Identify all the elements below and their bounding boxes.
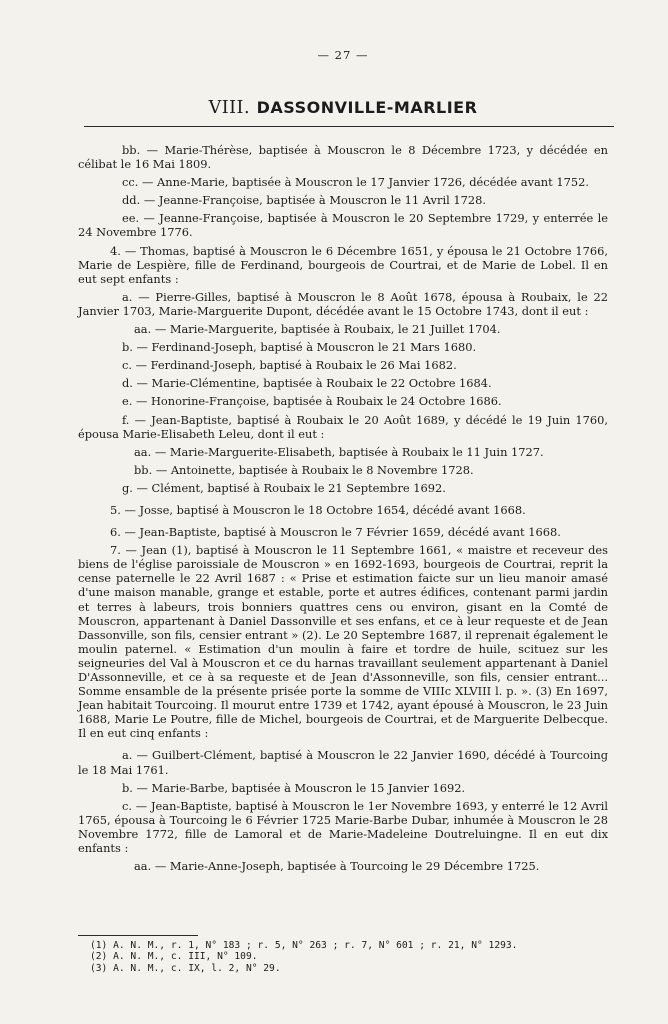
paragraph: b. — Ferdinand-Joseph, baptisé à Mouscron le 21 Mars 1680.: [122, 340, 477, 355]
footnote: (2) A. N. M., c. III, N° 109.: [90, 951, 258, 963]
title-divider: [84, 126, 614, 127]
page-number: — 27 —: [317, 48, 369, 62]
paragraph: 7. — Jean (1), baptisé à Mouscron le 11 Septembre 1661, « maistre et receveur des biens de l'église paroissiale de Mouscron » en 1692-1693, bourgeois de Courtrai, reprit la cense paternelle le 22 Avril 1687 : « Prise et estimation faicte sur un lieu manoir amasé d'une maison manable, grange et estable, porte et autres édifices, contenant parmi jardin et terres à labeurs, trois bonniers quattres cens ou environ, gisant en la Comté de Mouscron, appartenant à Daniel Dassonville et ses enfans, et ce à leur requeste et de Jean Dassonville, son fils, censier entrant » (2). Le 20 Septembre 1687, il reprenait également le moulin paternel. « Estimation d'un moulin à faire et tordre de huile, scituez sur les seigneuries del Val à Mouscron et ce du harnas travaillant seulement appartenant à Daniel D'Assonneville, et ce à sa requeste et de Jean d'Assonneville, son fils, censier entrant... Somme ensamble de la présente prisée porte la somme de VIIIc XLVIII l. p. ». (3) En 1697, Jean habitait Tourcoing. Il mourut entre 1739 et 1742, ayant épousé à Mouscron, le 23 Juin 1688, Marie Le Poutre, fille de Michel, bourgeois de Courtrai, et de Marguerite Delbecque. Il en eut cinq enfants :: [78, 543, 608, 741]
paragraph: 6. — Jean-Baptiste, baptisé à Mouscron le 7 Février 1659, décédé avant 1668.: [110, 525, 561, 540]
chapter-name: DASSONVILLE-MARLIER: [256, 98, 478, 117]
footnote-divider: [78, 935, 198, 936]
paragraph: aa. — Marie-Marguerite-Elisabeth, baptisée à Roubaix le 11 Juin 1727.: [134, 444, 544, 459]
paragraph: ee. — Jeanne-Françoise, baptisée à Mouscron le 20 Septembre 1729, y enterrée le 24 Novembre 1776.: [78, 211, 608, 240]
paragraph: e. — Honorine-Françoise, baptisée à Roubaix le 24 Octobre 1686.: [122, 394, 502, 409]
footnote-list: [78, 940, 608, 974]
paragraph: bb. — Antoinette, baptisée à Roubaix le 8 Novembre 1728.: [134, 462, 474, 477]
paragraph: cc. — Anne-Marie, baptisée à Mouscron le 17 Janvier 1726, décédée avant 1752.: [122, 175, 589, 190]
paragraph: b. — Marie-Barbe, baptisée à Mouscron le 15 Janvier 1692.: [122, 780, 466, 795]
paragraph: a. — Guilbert-Clément, baptisé à Mouscron le 22 Janvier 1690, décédé à Tourcoing le 18 Mai 1761.: [78, 748, 608, 777]
chapter-number: VIII.: [208, 98, 251, 118]
paragraph: c. — Ferdinand-Joseph, baptisé à Roubaix le 26 Mai 1682.: [122, 358, 457, 373]
footnote: (3) A. N. M., c. IX, l. 2, N° 29.: [90, 962, 281, 974]
paragraph: aa. — Marie-Anne-Joseph, baptisée à Tourcoing le 29 Décembre 1725.: [134, 859, 540, 874]
paragraph: aa. — Marie-Marguerite, baptisée à Roubaix, le 21 Juillet 1704.: [134, 322, 501, 337]
paragraph: a. — Pierre-Gilles, baptisé à Mouscron le 8 Août 1678, épousa à Roubaix, le 22 Janvier 1703, Marie-Marguerite Dupont, décédée avant le 15 Octobre 1743, dont il eut :: [78, 289, 608, 318]
paragraph: d. — Marie-Clémentine, baptisée à Roubaix le 22 Octobre 1684.: [122, 376, 492, 391]
body-text: [78, 143, 608, 873]
paragraph: dd. — Jeanne-Françoise, baptisée à Mouscron le 11 Avril 1728.: [122, 193, 486, 208]
footnote: (1) A. N. M., r. 1, N° 183 ; r. 5, N° 263 ; r. 7, N° 601 ; r. 21, N° 1293.: [90, 940, 518, 951]
footnotes: [78, 935, 608, 974]
page-title: [78, 98, 608, 118]
paragraph: 4. — Thomas, baptisé à Mouscron le 6 Décembre 1651, y épousa le 21 Octobre 1766, Marie de Lespière, fille de Ferdinand, bourgeois de Courtrai, et de Marie de Lobel. Il en eut sept enfants :: [78, 243, 608, 286]
paragraph: g. — Clément, baptisé à Roubaix le 21 Septembre 1692.: [122, 480, 446, 495]
paragraph: 5. — Josse, baptisé à Mouscron le 18 Octobre 1654, décédé avant 1668.: [110, 502, 526, 517]
paragraph: bb. — Marie-Thérèse, baptisée à Mouscron le 8 Décembre 1723, y décédée en célibat le 16 Mai 1809.: [78, 143, 608, 172]
paragraph: f. — Jean-Baptiste, baptisé à Roubaix le 20 Août 1689, y décédé le 19 Juin 1760, épousa Marie-Elisabeth Leleu, dont il eut :: [78, 412, 608, 441]
paragraph: c. — Jean-Baptiste, baptisé à Mouscron le 1er Novembre 1693, y enterré le 12 Avril 1765, épousa à Tourcoing le 6 Février 1725 Marie-Barbe Dubar, inhumée à Mouscron le 28 Novembre 1772, fille de Lamoral et de Marie-Madeleine Doutreluingne. Il en eut dix enfants :: [78, 798, 608, 856]
